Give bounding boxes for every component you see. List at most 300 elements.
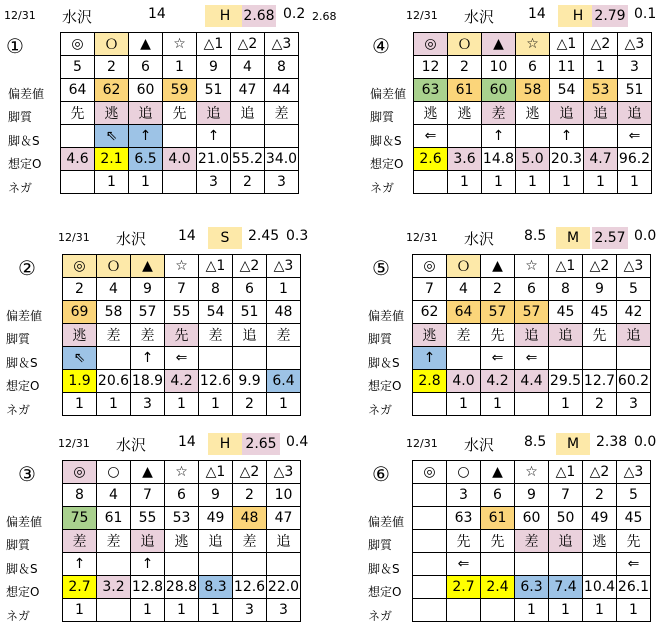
mark-cell: △3 (267, 461, 301, 484)
horse-number-cell: 2 (481, 278, 515, 301)
leg-cell (231, 125, 265, 148)
style-row (61, 102, 299, 125)
deviation-cell: 53 (584, 79, 618, 102)
panel-header (342, 2, 662, 28)
style-cell: 逃 (583, 530, 617, 553)
style-row (63, 530, 301, 553)
odds-cell: 29.5 (549, 370, 583, 393)
nega-cell: 1 (583, 599, 617, 622)
mark-cell: ☆ (516, 33, 550, 56)
mark-cell: △3 (617, 255, 651, 278)
horse-number-cell: 9 (199, 484, 233, 507)
mark-cell: ○ (447, 461, 481, 484)
odds-cell: 18.9 (131, 370, 165, 393)
nega-cell (97, 599, 131, 622)
label-odds: 想定O (6, 585, 40, 599)
leg-cell: ↑ (131, 553, 165, 576)
race-panel-1 (2, 2, 337, 207)
nega-cell: 1 (165, 393, 199, 416)
mark-cell: ◎ (413, 461, 447, 484)
style-cell: 先 (447, 530, 481, 553)
index-value-c: 2.68 (312, 10, 337, 23)
style-cell: 先 (61, 102, 95, 125)
race-panel-3 (2, 430, 322, 635)
prediction-table (62, 460, 301, 622)
track-name: 水沢 (464, 436, 495, 454)
style-cell: 差 (97, 324, 131, 347)
mark-cell: ◎ (63, 461, 97, 484)
style-cell: 先 (583, 324, 617, 347)
mark-cell: ◎ (61, 33, 95, 56)
leg-cell: ⇐ (481, 347, 515, 370)
mark-cell: ☆ (165, 255, 199, 278)
style-cell: 追 (515, 324, 549, 347)
marks-row (413, 255, 651, 278)
mark-cell: △2 (231, 33, 265, 56)
deviation-cell: 57 (481, 301, 515, 324)
leg-cell (265, 125, 299, 148)
deviation-row (63, 507, 301, 530)
style-cell: 先 (617, 530, 651, 553)
horse-number-row (61, 56, 299, 79)
leg-cell: ↑ (482, 125, 516, 148)
odds-row (61, 148, 299, 171)
deviation-cell: 51 (618, 79, 652, 102)
label-style: 脚質 (368, 332, 393, 346)
style-cell: 追 (129, 102, 163, 125)
label-style: 脚質 (368, 538, 393, 552)
deviation-cell: 63 (414, 79, 448, 102)
nega-cell: 1 (448, 171, 482, 194)
track-name: 水沢 (464, 8, 495, 26)
race-panel-4 (342, 2, 662, 207)
nega-cell: 1 (199, 599, 233, 622)
nega-cell: 1 (63, 393, 97, 416)
race-distance: 8.5 (524, 228, 547, 244)
deviation-cell: 50 (549, 507, 583, 530)
nega-cell: 3 (197, 171, 231, 194)
horse-number-cell: 3 (618, 56, 652, 79)
nega-cell: 1 (63, 599, 97, 622)
condition-badge: S (208, 227, 242, 249)
label-nega: ネガ (368, 403, 393, 417)
odds-cell: 6.3 (515, 576, 549, 599)
deviation-cell: 51 (233, 301, 267, 324)
deviation-cell: 42 (617, 301, 651, 324)
deviation-cell: 57 (131, 301, 165, 324)
leg-cell (549, 553, 583, 576)
nega-cell: 1 (165, 599, 199, 622)
nega-cell: 3 (233, 599, 267, 622)
index-value-a: 2.57 (592, 227, 628, 249)
odds-cell: 3.2 (97, 576, 131, 599)
prediction-table (412, 254, 651, 416)
horse-number-row (63, 278, 301, 301)
nega-cell: 1 (199, 393, 233, 416)
deviation-cell: 45 (549, 301, 583, 324)
mark-cell: △3 (265, 33, 299, 56)
label-odds: 想定O (370, 157, 404, 171)
race-number: ④ (372, 34, 390, 58)
nega-cell: 1 (447, 393, 481, 416)
odds-row (63, 576, 301, 599)
race-number: ③ (18, 462, 36, 486)
leg-cell (617, 347, 651, 370)
style-cell: 追 (233, 324, 267, 347)
horse-number-cell: 10 (482, 56, 516, 79)
prediction-table (62, 254, 301, 416)
index-value-b: 0.3 (286, 228, 309, 244)
deviation-cell: 45 (583, 301, 617, 324)
odds-cell: 6.4 (267, 370, 301, 393)
odds-cell: 55.2 (231, 148, 265, 171)
deviation-cell: 60 (515, 507, 549, 530)
race-date: 12/31 (58, 437, 90, 450)
deviation-row (414, 79, 652, 102)
style-cell: 差 (97, 530, 131, 553)
nega-row (413, 599, 651, 622)
mark-cell: △3 (618, 33, 652, 56)
horse-number-cell: 3 (447, 484, 481, 507)
style-cell: 追 (199, 530, 233, 553)
horse-number-cell: 12 (414, 56, 448, 79)
deviation-cell: 47 (267, 507, 301, 530)
race-distance: 14 (178, 228, 196, 244)
mark-cell: △1 (550, 33, 584, 56)
label-deviation: 偏差値 (6, 309, 43, 323)
deviation-cell: 54 (199, 301, 233, 324)
race-number: ② (18, 256, 36, 280)
odds-cell: 4.0 (163, 148, 197, 171)
leg-cell: ↑ (63, 553, 97, 576)
label-style: 脚質 (6, 332, 31, 346)
style-cell: 追 (549, 530, 583, 553)
leg-cell (199, 347, 233, 370)
odds-cell: 4.2 (481, 370, 515, 393)
race-number: ⑥ (372, 462, 390, 486)
nega-cell: 2 (233, 393, 267, 416)
deviation-cell: 62 (95, 79, 129, 102)
odds-cell: 1.9 (63, 370, 97, 393)
mark-cell: Ｏ (447, 255, 481, 278)
deviation-cell (413, 507, 447, 530)
horse-number-cell: 2 (95, 56, 129, 79)
nega-cell (414, 171, 448, 194)
mark-cell: Ｏ (97, 255, 131, 278)
leg-cell: ⇐ (165, 347, 199, 370)
condition-badge: M (556, 227, 590, 249)
style-row (63, 324, 301, 347)
nega-cell: 1 (515, 599, 549, 622)
style-cell: 追 (131, 530, 165, 553)
horse-number-cell: 4 (447, 278, 481, 301)
deviation-cell: 69 (63, 301, 97, 324)
leg-cell: ↑ (129, 125, 163, 148)
deviation-cell: 62 (413, 301, 447, 324)
odds-cell: 20.6 (97, 370, 131, 393)
index-value-b: 0.1 (634, 6, 657, 22)
odds-cell: 10.4 (583, 576, 617, 599)
condition-badge: M (556, 433, 590, 455)
style-cell: 差 (131, 324, 165, 347)
horse-number-row (63, 484, 301, 507)
mark-cell: ☆ (165, 461, 199, 484)
label-leg: 脚＆S (370, 134, 402, 148)
deviation-cell: 60 (129, 79, 163, 102)
nega-row (61, 171, 299, 194)
style-cell: 追 (584, 102, 618, 125)
odds-cell: 4.7 (584, 148, 618, 171)
leg-cell (549, 347, 583, 370)
odds-cell: 22.0 (267, 576, 301, 599)
leg-row (63, 347, 301, 370)
style-cell: 差 (447, 324, 481, 347)
deviation-cell: 75 (63, 507, 97, 530)
horse-number-cell: 6 (516, 56, 550, 79)
mark-cell: ◎ (414, 33, 448, 56)
leg-cell: ⇐ (618, 125, 652, 148)
label-odds: 想定O (6, 379, 40, 393)
odds-row (413, 370, 651, 393)
label-nega: ネガ (8, 181, 33, 195)
mark-cell: △2 (583, 255, 617, 278)
nega-cell: 2 (583, 393, 617, 416)
label-nega: ネガ (370, 181, 395, 195)
mark-cell: ▲ (482, 33, 516, 56)
label-deviation: 偏差値 (6, 515, 43, 529)
nega-cell (515, 393, 549, 416)
mark-cell: ☆ (515, 255, 549, 278)
leg-cell (481, 553, 515, 576)
style-cell: 逃 (516, 102, 550, 125)
leg-cell (61, 125, 95, 148)
leg-cell: ⇐ (617, 553, 651, 576)
nega-row (63, 393, 301, 416)
deviation-cell: 48 (233, 507, 267, 530)
style-cell: 追 (231, 102, 265, 125)
horse-number-cell: 5 (617, 484, 651, 507)
deviation-row (61, 79, 299, 102)
horse-number-cell: 7 (165, 278, 199, 301)
deviation-cell: 47 (231, 79, 265, 102)
track-name: 水沢 (116, 230, 147, 248)
horse-number-cell: 2 (448, 56, 482, 79)
marks-row (61, 33, 299, 56)
label-nega: ネガ (6, 609, 31, 623)
deviation-cell: 53 (165, 507, 199, 530)
nega-cell: 1 (129, 171, 163, 194)
nega-cell: 1 (549, 393, 583, 416)
panel-header (2, 224, 322, 250)
odds-cell: 12.8 (131, 576, 165, 599)
mark-cell: Ｏ (448, 33, 482, 56)
nega-cell (163, 171, 197, 194)
deviation-cell: 45 (617, 507, 651, 530)
leg-cell (233, 553, 267, 576)
leg-cell: ↑ (550, 125, 584, 148)
style-cell: 先 (481, 530, 515, 553)
leg-cell (583, 553, 617, 576)
mark-cell: △2 (233, 255, 267, 278)
odds-cell: 26.1 (617, 576, 651, 599)
nega-cell (413, 393, 447, 416)
label-leg: 脚＆S (368, 356, 400, 370)
deviation-cell: 60 (482, 79, 516, 102)
nega-cell: 1 (97, 393, 131, 416)
nega-cell: 1 (516, 171, 550, 194)
horse-number-cell: 8 (199, 278, 233, 301)
leg-cell: ⇐ (447, 553, 481, 576)
style-cell: 先 (481, 324, 515, 347)
deviation-cell: 64 (447, 301, 481, 324)
mark-cell: △2 (233, 461, 267, 484)
race-panel-6 (342, 430, 662, 635)
race-distance: 8.5 (524, 434, 547, 450)
marks-row (414, 33, 652, 56)
nega-cell (481, 599, 515, 622)
style-cell: 逃 (63, 324, 97, 347)
style-cell: 逃 (413, 324, 447, 347)
nega-cell: 1 (482, 171, 516, 194)
odds-cell: 7.4 (549, 576, 583, 599)
leg-cell: ⇐ (515, 347, 549, 370)
horse-number-cell: 7 (131, 484, 165, 507)
odds-cell: 2.1 (95, 148, 129, 171)
leg-cell (448, 125, 482, 148)
style-cell: 逃 (448, 102, 482, 125)
leg-cell: ↑ (131, 347, 165, 370)
style-cell: 追 (550, 102, 584, 125)
label-deviation: 偏差値 (8, 87, 45, 101)
mark-cell: ☆ (163, 33, 197, 56)
condition-badge: H (205, 5, 245, 27)
deviation-cell: 61 (481, 507, 515, 530)
deviation-cell: 44 (265, 79, 299, 102)
horse-number-cell: 7 (413, 278, 447, 301)
leg-cell: ⇖ (63, 347, 97, 370)
race-date: 12/31 (406, 231, 438, 244)
panel-header (2, 430, 322, 456)
horse-number-cell: 2 (233, 484, 267, 507)
race-number: ① (6, 34, 24, 58)
horse-number-row (414, 56, 652, 79)
mark-cell: ☆ (515, 461, 549, 484)
leg-cell: ⇖ (95, 125, 129, 148)
leg-cell (267, 553, 301, 576)
horse-number-row (413, 484, 651, 507)
leg-cell: ↑ (197, 125, 231, 148)
mark-cell: ◎ (413, 255, 447, 278)
odds-cell: 3.6 (448, 148, 482, 171)
race-panel-5 (342, 224, 662, 429)
track-name: 水沢 (464, 230, 495, 248)
horse-number-row (413, 278, 651, 301)
race-date: 12/31 (58, 231, 90, 244)
mark-cell: △2 (583, 461, 617, 484)
odds-cell: 12.7 (583, 370, 617, 393)
style-row (413, 530, 651, 553)
horse-number-cell: 9 (131, 278, 165, 301)
nega-cell: 1 (95, 171, 129, 194)
mark-cell: ▲ (481, 461, 515, 484)
odds-row (414, 148, 652, 171)
deviation-cell: 61 (97, 507, 131, 530)
odds-cell: 21.0 (197, 148, 231, 171)
style-row (414, 102, 652, 125)
leg-row (61, 125, 299, 148)
label-odds: 想定O (8, 157, 42, 171)
style-cell (413, 530, 447, 553)
nega-cell: 3 (265, 171, 299, 194)
index-value-a: 2.45 (248, 228, 280, 244)
horse-number-cell: 4 (231, 56, 265, 79)
style-cell: 追 (617, 324, 651, 347)
deviation-cell: 59 (163, 79, 197, 102)
horse-number-cell: 4 (97, 484, 131, 507)
style-cell: 追 (549, 324, 583, 347)
odds-cell: 4.0 (447, 370, 481, 393)
prediction-table (413, 32, 652, 194)
nega-row (413, 393, 651, 416)
leg-cell (413, 553, 447, 576)
odds-cell (413, 576, 447, 599)
horse-number-cell: 8 (63, 484, 97, 507)
style-cell: 追 (618, 102, 652, 125)
style-cell: 先 (165, 324, 199, 347)
odds-cell: 2.7 (447, 576, 481, 599)
odds-cell: 9.9 (233, 370, 267, 393)
index-value-a: 2.68 (242, 5, 276, 27)
horse-number-cell: 8 (549, 278, 583, 301)
deviation-row (63, 301, 301, 324)
style-cell: 差 (265, 102, 299, 125)
horse-number-cell: 5 (617, 278, 651, 301)
odds-cell: 4.4 (515, 370, 549, 393)
marks-row (413, 461, 651, 484)
race-number: ⑤ (372, 256, 390, 280)
label-deviation: 偏差値 (368, 309, 405, 323)
horse-number-cell: 11 (550, 56, 584, 79)
horse-number-cell: 1 (163, 56, 197, 79)
marks-row (63, 255, 301, 278)
nega-cell: 1 (584, 171, 618, 194)
odds-cell: 4.2 (165, 370, 199, 393)
odds-row (63, 370, 301, 393)
mark-cell: △1 (549, 255, 583, 278)
style-cell: 差 (482, 102, 516, 125)
horse-number-cell: 9 (515, 484, 549, 507)
leg-cell (516, 125, 550, 148)
leg-row (413, 347, 651, 370)
leg-cell (165, 553, 199, 576)
index-value-a: 2.38 (596, 434, 628, 450)
style-cell: 差 (515, 530, 549, 553)
style-cell: 差 (63, 530, 97, 553)
style-cell: 先 (163, 102, 197, 125)
nega-cell: 3 (131, 393, 165, 416)
mark-cell: △1 (197, 33, 231, 56)
horse-number-cell: 9 (583, 278, 617, 301)
odds-cell: 2.4 (481, 576, 515, 599)
leg-row (63, 553, 301, 576)
index-value-b: 0.0 (634, 228, 657, 244)
odds-row (413, 576, 651, 599)
nega-cell: 1 (549, 599, 583, 622)
track-name: 水沢 (62, 8, 93, 26)
race-distance: 14 (528, 6, 546, 22)
style-cell: 差 (233, 530, 267, 553)
odds-cell: 2.6 (414, 148, 448, 171)
